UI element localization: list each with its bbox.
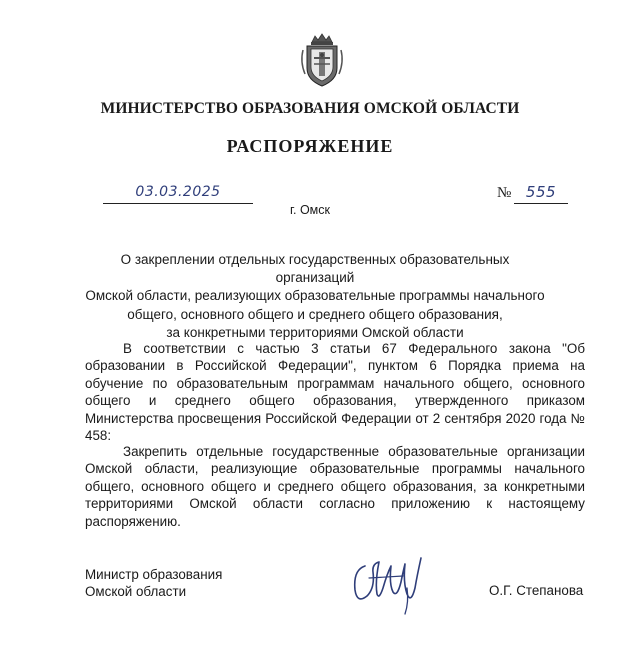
signer-position <box>85 566 222 601</box>
omsk-coat-of-arms-icon <box>297 32 347 88</box>
subject-line: Омской области, реализующих образовательные программы начального <box>85 288 545 304</box>
ministry-title: МИНИСТЕРСТВО ОБРАЗОВАНИЯ ОМСКОЙ ОБЛАСТИ <box>100 100 520 117</box>
signer-position-line: Омской области <box>85 584 187 600</box>
signer-position-line: Министр образования <box>85 567 223 582</box>
handwritten-signature-icon <box>345 548 425 618</box>
document-type-title: РАСПОРЯЖЕНИЕ <box>226 136 394 156</box>
document-number: 555 <box>525 183 557 201</box>
body-paragraph-order: Закрепить отдельные государственные образовательные организации Омской области, реализующие образовательные программы начального общего, основного общего и среднего общего образования, за конкретными территориями Омской области согласно приложению к настоящему распоряжению. <box>85 444 585 529</box>
number-label: № <box>497 185 512 201</box>
date-field <box>103 185 253 204</box>
document-date: 03.03.2025 <box>135 184 221 200</box>
body-paragraph-basis: В соответствии с частью 3 статьи 67 Федерального закона "Об образовании в Российской Федерации", пунктом 6 Порядка приема на обучение по образовательным программам начального общего, основного общего и среднего общего образования, утвержденного приказом Министерства просвещения Российской Федерации от 2 сентября 2020 года № 458: <box>85 341 585 444</box>
subject-line: общего, основного общего и среднего общего образования, <box>127 306 503 322</box>
document-subject <box>80 251 550 342</box>
signer-name: О.Г. Степанова <box>489 583 584 598</box>
number-field <box>514 185 568 204</box>
city: г. Омск <box>289 203 330 217</box>
subject-line: за конкретными территориями Омской области <box>166 324 464 340</box>
subject-line: О закреплении отдельных государственных образовательных организаций <box>120 252 510 286</box>
